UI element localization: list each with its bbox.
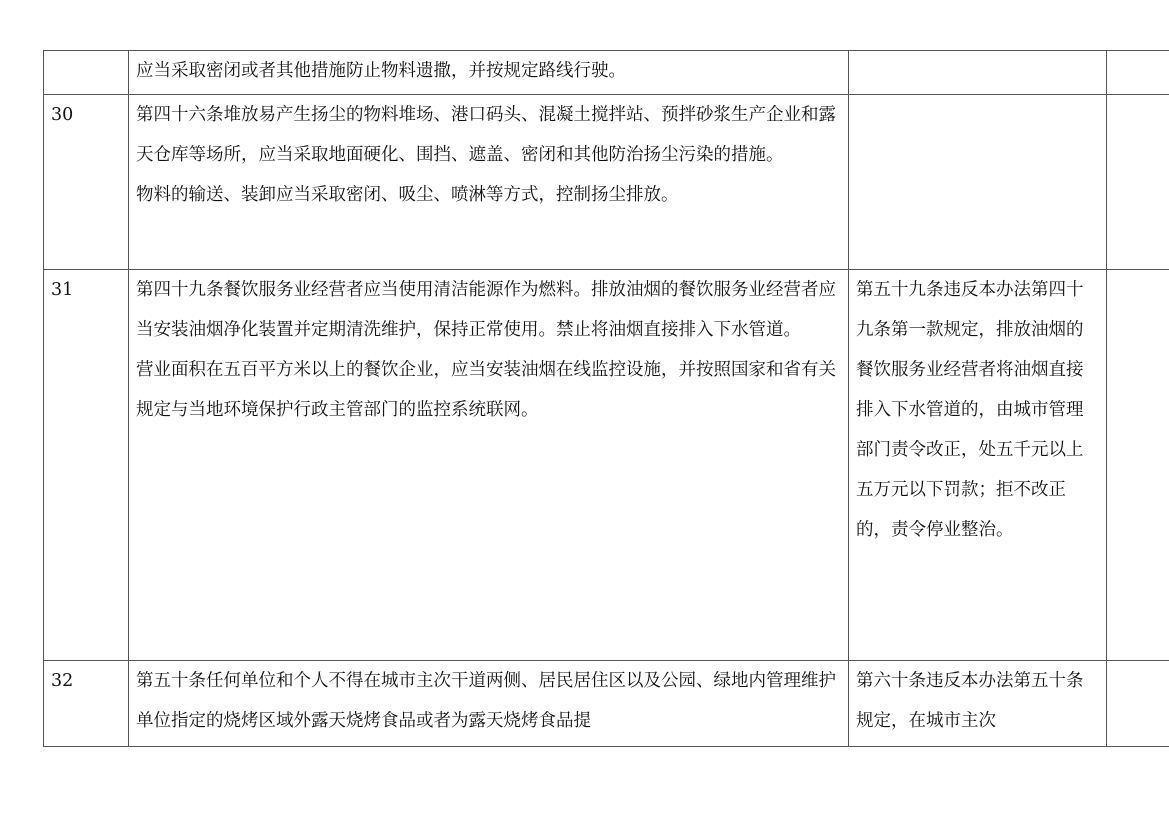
- regulation-table: [43, 50, 1169, 747]
- table-row: [44, 95, 1169, 270]
- provision-cell: [129, 270, 849, 661]
- remarks-cell: [1107, 95, 1169, 270]
- provision-paragraph: 应当采取密闭或者其他措施防止物料遗撒，并按规定路线行驶。: [136, 61, 626, 81]
- remarks-cell: [1107, 51, 1169, 95]
- penalty-cell: [849, 51, 1107, 95]
- row-number-cell: 30: [44, 95, 129, 270]
- row-number-cell: 32: [44, 661, 129, 747]
- penalty-cell: [849, 95, 1107, 270]
- remarks-cell: [1107, 661, 1169, 747]
- provision-paragraph: 营业面积在五百平方米以上的餐饮企业，应当安装油烟在线监控设施，并按照国家和省有关规定与当地环境保护行政主管部门的监控系统联网。: [136, 360, 836, 420]
- penalty-cell: 第六十条违反本办法第五十条规定，在城市主次: [849, 661, 1107, 747]
- provision-cell: [129, 661, 849, 747]
- provision-paragraph: 第五十条任何单位和个人不得在城市主次干道两侧、居民居住区以及公园、绿地内管理维护单位指定的烧烤区域外露天烧烤食品或者为露天烧烤食品提: [136, 671, 836, 731]
- table-row: [44, 270, 1169, 661]
- penalty-cell: 第五十九条违反本办法第四十九条第一款规定，排放油烟的餐饮服务业经营者将油烟直接排入下水管道的，由城市管理部门责令改正，处五千元以上五万元以下罚款；拒不改正的，责令停业整治。: [849, 270, 1107, 661]
- provision-paragraph: 第四十九条餐饮服务业经营者应当使用清洁能源作为燃料。排放油烟的餐饮服务业经营者应当安装油烟净化装置并定期清洗维护，保持正常使用。禁止将油烟直接排入下水管道。: [136, 280, 836, 340]
- remarks-cell: [1107, 270, 1169, 661]
- provision-cell: [129, 95, 849, 270]
- table-row: [44, 661, 1169, 747]
- row-number-cell: [44, 51, 129, 95]
- table-row: [44, 51, 1169, 95]
- provision-paragraph: 物料的输送、装卸应当采取密闭、吸尘、喷淋等方式，控制扬尘排放。: [136, 185, 679, 205]
- row-number-cell: 31: [44, 270, 129, 661]
- provision-cell: [129, 51, 849, 95]
- provision-paragraph: 第四十六条堆放易产生扬尘的物料堆场、港口码头、混凝土搅拌站、预拌砂浆生产企业和露天仓库等场所，应当采取地面硬化、围挡、遮盖、密闭和其他防治扬尘污染的措施。: [136, 105, 836, 165]
